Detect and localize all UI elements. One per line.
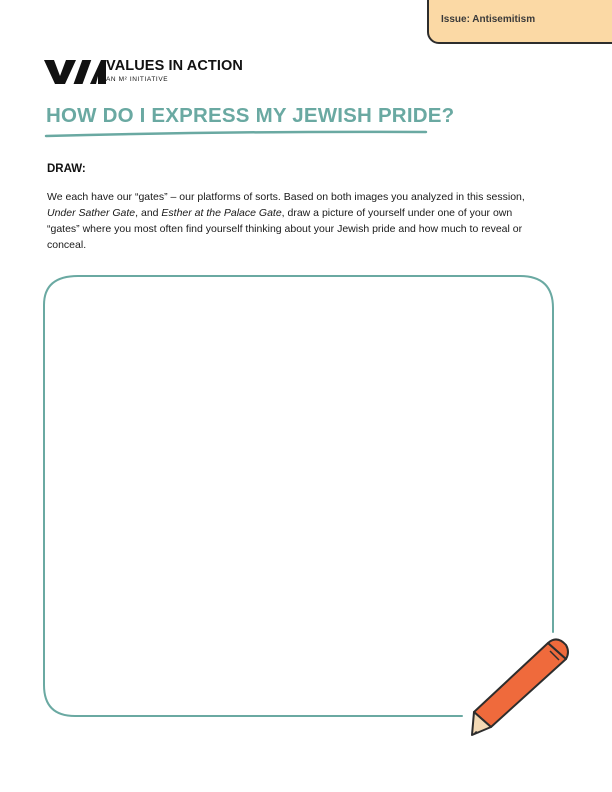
section-label: DRAW:	[47, 163, 86, 175]
issue-label: Issue: Antisemitism	[441, 14, 536, 25]
page-title: HOW DO I EXPRESS MY JEWISH PRIDE?	[46, 104, 455, 127]
pencil-icon	[472, 639, 568, 735]
instructions-text: We each have our “gates” – our platforms of sorts. Based on both images you analyzed in this session, Under Sather Gate, and Esther at the Palace Gate, draw a picture of yourself under one of your own “gates” where you most often find yourself thinking about your Jewish pride and how much to reveal or conceal.	[47, 191, 525, 251]
title-under-sather-gate: Under Sather Gate	[47, 207, 136, 219]
logo-title: VALUES IN ACTION	[106, 58, 243, 74]
title-esther-palace-gate: Esther at the Palace Gate	[161, 207, 282, 219]
logo-subtitle: AN M² INITIATIVE	[106, 76, 169, 83]
